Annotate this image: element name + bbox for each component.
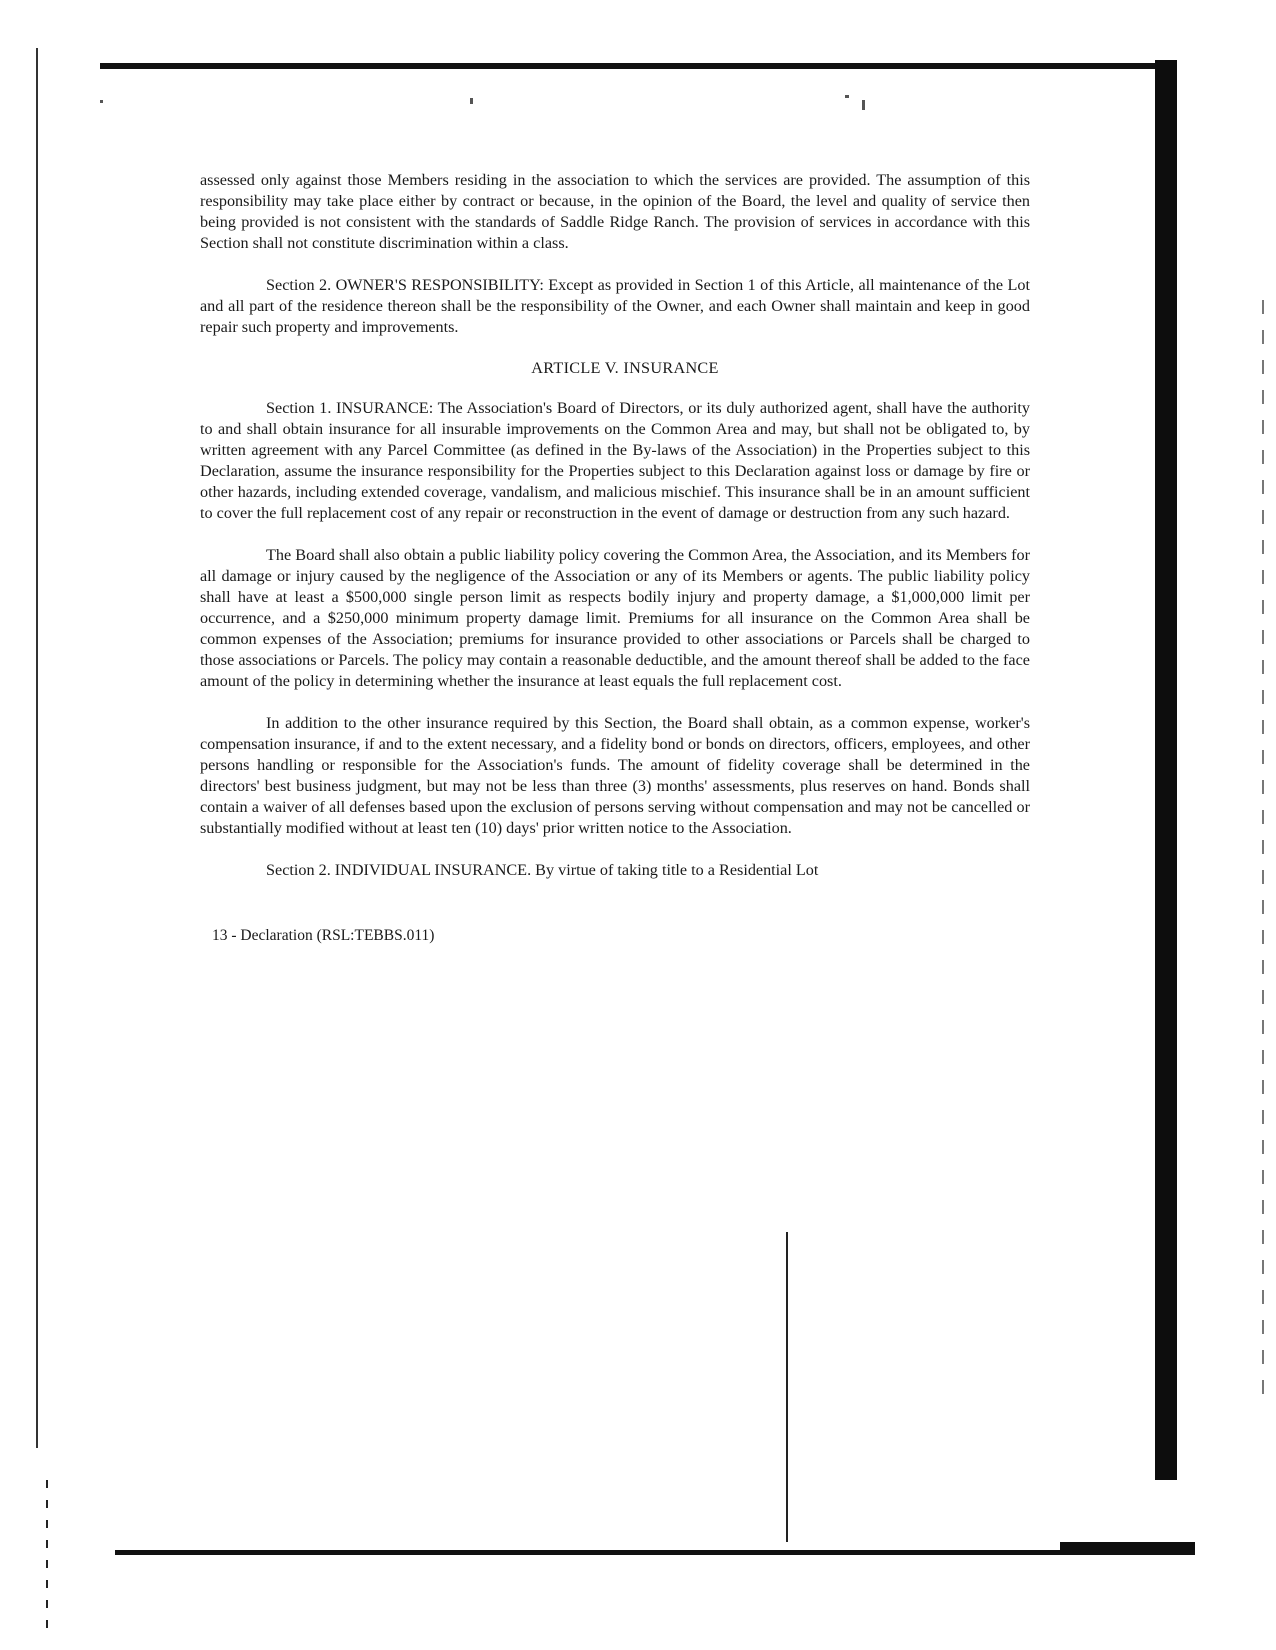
scan-speck: [100, 100, 103, 103]
scan-bar-bottom-right: [1060, 1542, 1195, 1550]
paragraph-insurance-section-1: Section 1. INSURANCE: The Association's Board of Directors, or its duly authorized agent, shall have the authority to and shall obtain insurance for all insurable improvements on the Common Area and may, but shall not be obligated to, by written agreement with any Parcel Committee (as defined in the By-laws of the Association) in the Properties subject to this Declaration, assume the insurance responsibility for the Properties subject to this Declaration against loss or damage by fire or other hazards, including extended coverage, vandalism, and malicious mischief. This insurance shall be in an amount sufficient to cover the full replacement cost of any repair or reconstruction in the event of damage or destruction from any such hazard.: [200, 399, 1030, 522]
scan-line-inner: [786, 1232, 788, 1542]
article-heading: ARTICLE V. INSURANCE: [531, 359, 719, 377]
paragraph-fidelity-bond: In addition to the other insurance required by this Section, the Board shall obtain, as a common expense, worker's compensation insurance, if and to the extent necessary, and a fidelity bond or bonds on directors, officers, employees, and other persons handling or responsible for the Association's funds. The amount of fidelity coverage shall be determined in the directors' best business judgment, but may not be less than three (3) months' assessments, plus reserves on hand. Bonds shall contain a waiver of all defenses based upon the exclusion of persons serving without compensation and may not be cancelled or substantially modified without at least ten (10) days' prior written notice to the Association.: [200, 714, 1030, 837]
paragraph-services-assessment: assessed only against those Members residing in the association to which the services are provided. The assumption of this responsibility may take place either by contract or because, in the opinion of the Board, the level and quality of service then being provided is not consistent with the standards of Saddle Ridge Ranch. The provision of services in accordance with this Section shall not constitute discrimination within a class.: [200, 171, 1030, 252]
page-footer: 13 - Declaration (RSL:TEBBS.011): [212, 927, 435, 944]
scan-rule-top: [100, 63, 1160, 69]
document-body: [200, 170, 1030, 945]
scan-speck: [470, 98, 473, 104]
scan-speck: [862, 100, 865, 110]
scan-bar-right: [1155, 60, 1177, 1480]
paragraph-owner-responsibility: Section 2. OWNER'S RESPONSIBILITY: Except as provided in Section 1 of this Article, all maintenance of the Lot and all part of the residence thereon shall be the responsibility of the Owner, and each Owner shall maintain and keep in good repair such property and improvements.: [200, 276, 1030, 336]
scan-speck: [845, 95, 849, 98]
scan-edge-line-left: [36, 48, 38, 1448]
scan-dashes-left: [46, 1480, 48, 1630]
scan-rule-bottom: [115, 1550, 1195, 1555]
scan-dashes-right: [1262, 300, 1264, 1400]
paragraph-public-liability: The Board shall also obtain a public liability policy covering the Common Area, the Association, and its Members for all damage or injury caused by the negligence of the Association or any of its Members or agents. The public liability policy shall have at least a $500,000 single person limit as respects bodily injury and property damage, a $1,000,000 limit per occurrence, and a $250,000 minimum property damage limit. Premiums for all insurance on the Common Area shall be common expenses of the Association; premiums for insurance provided to other associations or Parcels shall be charged to those associations or Parcels. The policy may contain a reasonable deductible, and the amount thereof shall be added to the face amount of the policy in determining whether the insurance at least equals the full replacement cost.: [200, 546, 1030, 690]
paragraph-individual-insurance: Section 2. INDIVIDUAL INSURANCE. By virtue of taking title to a Residential Lot: [266, 861, 819, 879]
